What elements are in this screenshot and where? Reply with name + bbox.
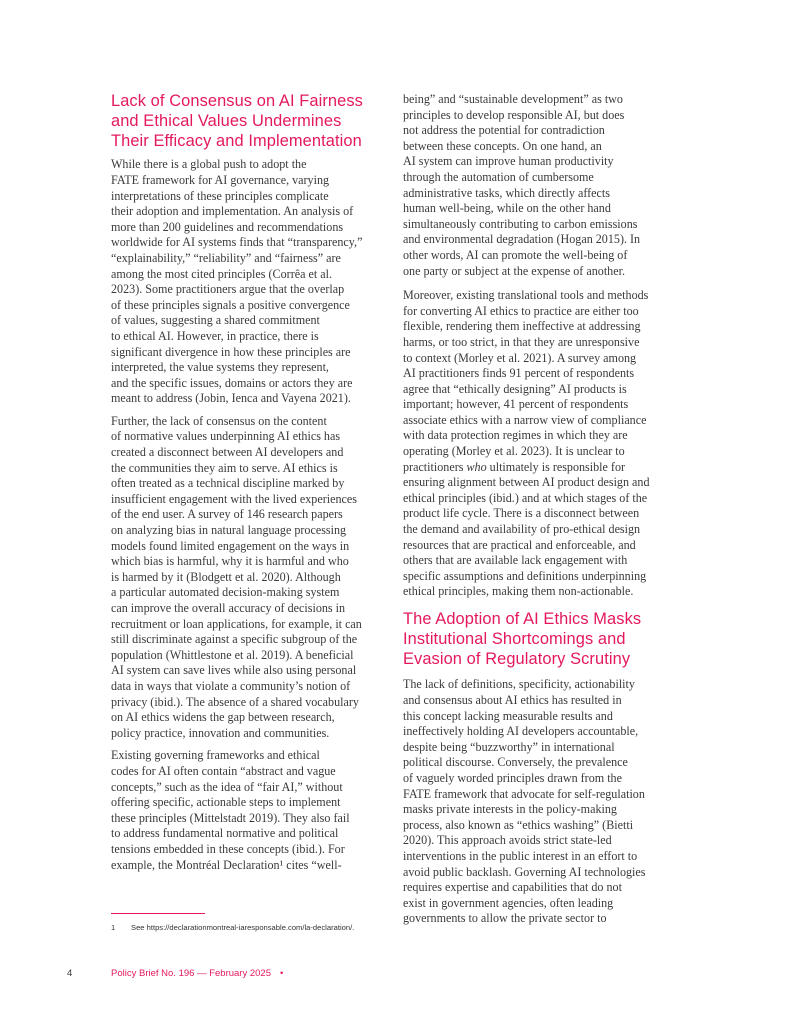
text-line: policy practice, innovation and communities. — [111, 725, 330, 740]
text-line: FATE framework that advocate for self-regulation — [403, 786, 645, 801]
text-line: can improve the overall accuracy of decisions in — [111, 601, 346, 616]
paragraph — [111, 157, 386, 407]
text-line: tensions embedded in these concepts (ibid.). For — [111, 841, 345, 856]
text-line: While there is a global push to adopt the — [111, 157, 307, 172]
text-line: FATE framework for AI governance, varying — [111, 172, 330, 187]
text-line: of normative values underpinning AI ethics has — [111, 429, 341, 444]
text-line: example, the Montréal Declaration¹ cites “well- — [111, 857, 342, 872]
text-line: meant to address (Jobin, Ienca and Vayena 2021). — [111, 391, 351, 406]
paragraph — [403, 288, 683, 600]
heading-line: The Adoption of AI Ethics Masks — [403, 610, 642, 628]
text-line: these principles (Mittelstadt 2019). They also fail — [111, 810, 350, 825]
text-line: requires expertise and capabilities that do not — [403, 880, 622, 895]
text-line: avoid public backlash. Governing AI technologies — [403, 864, 646, 879]
text-line: offering specific, actionable steps to implement — [111, 795, 341, 810]
text-line: masks private interests in the policy-making — [403, 802, 617, 817]
text-line: “explainability,” “reliability” and “fairness” are — [111, 250, 341, 265]
text-line: to context (Morley et al. 2021). A survey among — [403, 350, 637, 365]
text-line: created a disconnect between AI developers and — [111, 445, 344, 460]
text-line: for converting AI ethics to practice are either too — [403, 303, 639, 318]
text-line: among the most cited principles (Corrêa et al. — [111, 266, 332, 281]
text-line: and environmental degradation (Hogan 2015). In — [403, 232, 641, 247]
text-line: despite being “buzzworthy” in international — [403, 739, 615, 754]
text-line: often treated as a technical discipline marked by — [111, 476, 345, 491]
text-line: the demand and availability of pro-ethical design — [403, 522, 641, 537]
text-line: a particular automated decision-making system — [111, 585, 340, 600]
text-line: AI system can improve human productivity — [403, 154, 614, 169]
text-line: administrative tasks, which directly affects — [403, 185, 610, 200]
text-line: interpretations of these principles complicate — [111, 188, 329, 203]
text-line: recruitment or loan applications, for example, it can — [111, 616, 362, 631]
text-line: more than 200 guidelines and recommendations — [111, 219, 344, 234]
text-line: Moreover, existing translational tools and methods — [403, 288, 649, 303]
text-line: data in ways that violate a community’s notion of — [111, 678, 351, 693]
text-line: which bias is harmful, why it is harmful and who — [111, 554, 349, 569]
text-line: privacy (ibid.). The absence of a shared vocabulary — [111, 694, 359, 709]
text-line: on AI ethics widens the gap between research, — [111, 710, 335, 725]
text-line: agree that “ethically designing” AI products is — [403, 381, 627, 396]
text-line: interpreted, the value systems they represent, — [111, 360, 329, 375]
footer-bullet: • — [280, 968, 284, 979]
text-line: process, also known as “ethics washing” (Bietti — [403, 817, 634, 832]
text-line: concepts,” such as the idea of “fair AI,” without — [111, 779, 343, 794]
text-line: one party or subject at the expense of another. — [403, 263, 625, 278]
text-line: governments to allow the private sector to — [403, 911, 607, 926]
paragraph — [403, 677, 683, 927]
text-line: ineffectively holding AI developers accountable, — [403, 724, 639, 739]
text-line: flexible, rendering them ineffective at addressing — [403, 319, 641, 334]
text-line: not address the potential for contradiction — [403, 123, 605, 138]
footnote-link[interactable]: See https://declarationmontreal-iaresponsable.com/la-declaration/. — [131, 923, 355, 932]
heading-line: and Ethical Values Undermines — [111, 111, 342, 130]
paragraph — [403, 92, 683, 279]
text-line: ensuring alignment between AI product design and — [403, 475, 650, 490]
heading-line: Their Efficacy and Implementation — [111, 131, 362, 150]
text-line: worldwide for AI systems finds that “transparency,” — [111, 235, 363, 250]
heading-line: Lack of Consensus on AI Fairness — [111, 92, 363, 110]
text-line: to ethical AI. However, in practice, there is — [111, 328, 319, 343]
text-line: practitioners who ultimately is responsible for — [403, 459, 626, 474]
text-line: resources that are practical and enforceable, and — [403, 537, 636, 552]
text-line: the communities they aim to serve. AI ethics is — [111, 460, 338, 475]
text-line: other words, AI can promote the well-being of — [403, 247, 628, 262]
text-line: 2020). This approach avoids strict state-led — [403, 833, 612, 848]
text-line: product life cycle. There is a disconnect between — [403, 506, 640, 521]
text-line: on analyzing bias in natural language processing — [111, 523, 347, 538]
text-line: ethical principles, making them non-actionable. — [403, 584, 634, 599]
text-line: still discriminate against a specific subgroup of the — [111, 632, 358, 647]
left-column — [111, 92, 386, 880]
text-line: being” and “sustainable development” as two — [403, 92, 623, 106]
text-line: is harmed by it (Blodgett et al. 2020). Although — [111, 569, 341, 584]
footnote — [111, 923, 354, 932]
text-line: Further, the lack of consensus on the content — [111, 413, 327, 428]
text-line: AI practitioners finds 91 percent of respondents — [403, 366, 635, 381]
text-line: political discourse. Conversely, the prevalence — [403, 755, 628, 770]
text-line: human well-being, while on the other hand — [403, 201, 611, 216]
text-line: and the specific issues, domains or actors they are — [111, 375, 353, 390]
footnote-divider — [111, 913, 205, 914]
paragraph — [111, 414, 386, 741]
text-line: operating (Morley et al. 2023). It is unclear to — [403, 444, 625, 459]
text-line: their adoption and implementation. An analysis of — [111, 204, 354, 219]
text-line: harms, or too strict, in that they are unresponsive — [403, 334, 640, 349]
text-line: associate ethics with a narrow view of compliance — [403, 412, 647, 427]
publication-label: Policy Brief No. 196 — February 2025 — [111, 968, 271, 979]
text-line: significant divergence in how these principles are — [111, 344, 351, 359]
text-line: this concept lacking measurable results and — [403, 708, 613, 723]
text-line: 2023). Some practitioners argue that the overlap — [111, 282, 345, 297]
text-line: between these concepts. On one hand, an — [403, 138, 602, 153]
text-line: codes for AI often contain “abstract and vague — [111, 763, 336, 778]
paragraph — [111, 748, 386, 873]
text-line: population (Whittlestone et al. 2019). A beneficial — [111, 647, 354, 662]
text-line: of values, suggesting a shared commitment — [111, 313, 320, 328]
text-line: through the automation of cumbersome — [403, 169, 594, 184]
heading-line: Evasion of Regulatory Scrutiny — [403, 649, 631, 668]
text-line: others that are available lack engagement with — [403, 553, 628, 568]
section-heading — [111, 92, 386, 151]
text-line: insufficient engagement with the lived experiences — [111, 491, 357, 506]
text-line: exist in government agencies, often leading — [403, 895, 614, 910]
text-line: important; however, 41 percent of respondents — [403, 397, 629, 412]
text-line: Existing governing frameworks and ethical — [111, 748, 320, 763]
text-line: of vaguely worded principles drawn from the — [403, 770, 622, 785]
text-line: ethical principles (ibid.) and at which stages of the — [403, 490, 648, 505]
text-line: specific assumptions and definitions underpinning — [403, 568, 647, 583]
text-line: and consensus about AI ethics has resulted in — [403, 692, 622, 707]
footer — [111, 968, 283, 979]
page-number: 4 — [67, 968, 73, 979]
text-line: principles to develop responsible AI, but does — [403, 107, 625, 122]
heading-line: Institutional Shortcomings and — [403, 629, 626, 648]
text-line: with data protection regimes in which they are — [403, 428, 628, 443]
text-line: to address fundamental normative and political — [111, 826, 339, 841]
right-column — [403, 92, 683, 936]
section-heading — [403, 610, 683, 669]
text-line: AI system can save lives while also using personal — [111, 663, 357, 678]
text-line: models found limited engagement on the ways in — [111, 538, 350, 553]
footnote-number: 1 — [111, 923, 116, 932]
text-line: simultaneously contributing to carbon emissions — [403, 216, 638, 231]
text-line: of these principles signals a positive convergence — [111, 297, 350, 312]
text-line: interventions in the public interest in an effort to — [403, 848, 638, 863]
text-line: The lack of definitions, specificity, actionability — [403, 677, 635, 692]
text-line: of the end user. A survey of 146 research papers — [111, 507, 343, 522]
